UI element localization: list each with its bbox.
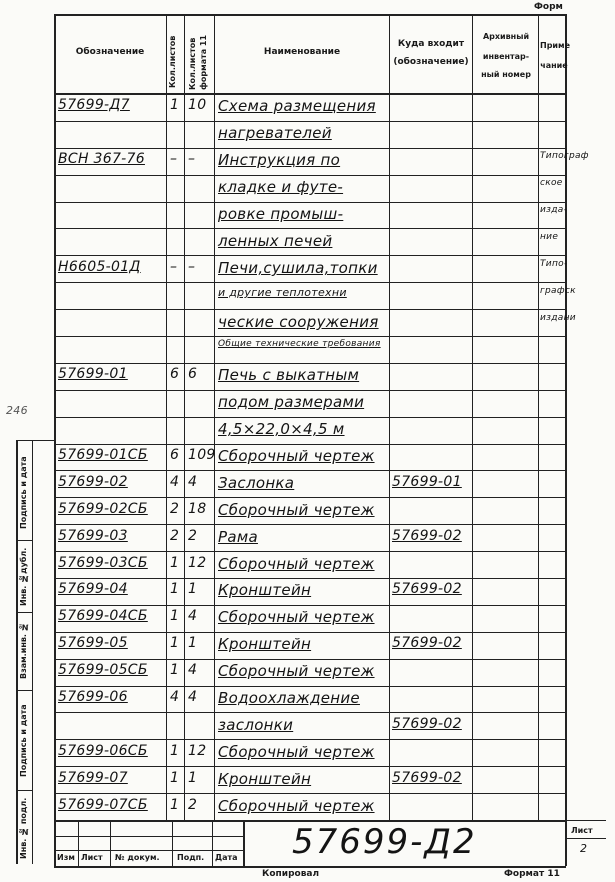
row-sheets: 1 [170, 770, 180, 786]
row-name: Схема размещения [218, 97, 376, 115]
row-line [54, 444, 566, 445]
row-sheets: 2 [170, 528, 180, 544]
frame-bottom [54, 866, 566, 868]
header-bottom-line [54, 93, 566, 95]
title-sheet-mid [566, 838, 606, 839]
row-note: издани [540, 313, 576, 323]
row-sheets-format: 4 [188, 689, 198, 705]
row-sheets-format: 6 [188, 366, 198, 382]
row-name: Сборочный чертеж [218, 662, 375, 680]
row-name: Сборочный чертеж [218, 797, 375, 815]
title-doc-no: № докум. [115, 853, 160, 862]
row-designation: 57699-02СБ [58, 501, 148, 517]
title-data: Дата [215, 853, 238, 862]
row-sheets: 1 [170, 555, 180, 571]
row-sheets: 4 [170, 689, 180, 705]
row-sheets-format: 18 [188, 501, 207, 517]
row-sheets-format: 4 [188, 608, 198, 624]
row-sheets: 6 [170, 447, 180, 463]
row-line [54, 228, 566, 229]
margin-sep-1 [16, 540, 32, 541]
title-sheet-top [566, 820, 606, 821]
row-name: Заслонка [218, 474, 295, 492]
row-sheets-format: 4 [188, 474, 198, 490]
header-designation: Обозначение [75, 47, 145, 57]
row-designation: 57699-06 [58, 689, 128, 705]
header-sheets: Кол.листов [168, 35, 177, 88]
row-sheets-format: – [188, 259, 196, 275]
row-sheets: – [170, 259, 178, 275]
row-line [54, 470, 566, 471]
title-list-right: Лист [571, 826, 593, 835]
row-name: Печь с выкатным [218, 366, 360, 384]
row-line [54, 578, 566, 579]
row-line [54, 309, 566, 310]
row-sheets-format: 12 [188, 743, 207, 759]
header-archive-3: ный номер [481, 70, 531, 79]
row-note: Типо- [540, 259, 568, 269]
row-designation: 57699-03 [58, 528, 128, 544]
row-line [54, 659, 566, 660]
row-where-used: 57699-02 [392, 581, 462, 597]
header-name: Наименование [263, 47, 341, 57]
row-sheets-format: 2 [188, 797, 198, 813]
row-sheets: 4 [170, 474, 180, 490]
row-sheets-format: 1 [188, 635, 198, 651]
header-note-2: чание [540, 61, 568, 70]
row-sheets-format: 1 [188, 581, 198, 597]
row-line [54, 712, 566, 713]
row-name: Сборочный чертеж [218, 501, 375, 519]
footer-format: Формат 11 [504, 869, 560, 879]
row-sheets: – [170, 151, 178, 167]
format-corner-label: Форм [534, 2, 563, 12]
row-line [54, 793, 566, 794]
row-line [54, 202, 566, 203]
row-line [54, 121, 566, 122]
row-name: ленных печей [218, 232, 333, 250]
row-name: Сборочный чертеж [218, 555, 375, 573]
row-designation: 57699-Д7 [58, 97, 130, 113]
row-note: ние [540, 232, 559, 242]
margin-outer-line [16, 440, 18, 864]
row-name: 4,5×22,0×4,5 м [218, 420, 345, 438]
row-sheets-format: 2 [188, 528, 198, 544]
row-name: ческие сооружения [218, 313, 379, 331]
header-sheets-format: Кол.листов формата 11 [188, 34, 208, 90]
row-sheets: 1 [170, 662, 180, 678]
row-sheets-format: 4 [188, 662, 198, 678]
title-list: Лист [81, 853, 103, 862]
row-line [54, 524, 566, 525]
row-name: кладке и футе- [218, 178, 344, 196]
row-designation: 57699-04 [58, 581, 128, 597]
row-where-used: 57699-02 [392, 770, 462, 786]
row-name: ровке промыш- [218, 205, 344, 223]
row-sheets: 6 [170, 366, 180, 382]
margin-inner-line [32, 440, 33, 864]
row-name: Кронштейн [218, 581, 312, 599]
row-sheets: 1 [170, 743, 180, 759]
row-sheets: 1 [170, 608, 180, 624]
title-izm: Изм [57, 853, 75, 862]
row-sheets-format: 12 [188, 555, 207, 571]
row-sheets: 1 [170, 797, 180, 813]
header-archive-2: инвентар- [482, 52, 530, 61]
row-where-used: 57699-02 [392, 635, 462, 651]
row-line [54, 336, 566, 337]
row-name: Водоохлаждение [218, 689, 360, 707]
row-line [54, 363, 566, 364]
row-line [54, 497, 566, 498]
row-line [54, 632, 566, 633]
title-sheet-num: 2 [580, 842, 588, 855]
row-sheets: 2 [170, 501, 180, 517]
row-name: Сборочный чертеж [218, 608, 375, 626]
row-line [54, 282, 566, 283]
row-sheets: 1 [170, 635, 180, 651]
margin-top-line [16, 440, 54, 441]
row-line [54, 551, 566, 552]
title-podp: Подп. [177, 853, 205, 862]
row-line [54, 417, 566, 418]
row-sheets: 1 [170, 581, 180, 597]
row-line [54, 766, 566, 767]
frame-top [54, 14, 566, 16]
margin-sep-4 [16, 790, 32, 791]
margin-replace-inv: Взам.инв. № [19, 622, 28, 680]
row-line [54, 686, 566, 687]
row-sheets: 1 [170, 97, 180, 113]
row-name: Инструкция по [218, 151, 341, 169]
header-note-1: Приме [540, 41, 570, 50]
row-where-used: 57699-02 [392, 528, 462, 544]
row-designation: 57699-02 [58, 474, 128, 490]
margin-orig-inv: Инв. № подл. [19, 797, 28, 859]
row-designation: 57699-03СБ [58, 555, 148, 571]
row-designation: 57699-01 [58, 366, 128, 382]
row-name: подом размерами [218, 393, 365, 411]
margin-sep-3 [16, 690, 32, 691]
margin-sign-date-2: Подпись и дата [19, 704, 28, 778]
row-line [54, 390, 566, 391]
header-where-used-2: (обозначение) [393, 57, 469, 67]
row-note: графск [540, 286, 576, 296]
row-sheets-format: – [188, 151, 196, 167]
row-designation: Н6605-01Д [58, 259, 141, 275]
row-name: Общие технические требования [218, 339, 381, 349]
margin-sign-date-1: Подпись и дата [19, 456, 28, 530]
title-col-2 [110, 820, 111, 866]
margin-sep-2 [16, 612, 32, 613]
row-line [54, 739, 566, 740]
row-name: Печи,сушила,топки [218, 259, 378, 277]
row-designation: 57699-01СБ [58, 447, 148, 463]
row-note: изда- [540, 205, 568, 215]
row-name: заслонки [218, 716, 294, 734]
row-name: Кронштейн [218, 635, 312, 653]
row-sheets-format: 10 [188, 97, 207, 113]
row-designation: 57699-07СБ [58, 797, 148, 813]
row-line [54, 175, 566, 176]
row-name: Кронштейн [218, 770, 312, 788]
title-block-divider [243, 820, 245, 866]
margin-handwritten-note: 246 [6, 404, 28, 417]
margin-dup-inv: Инв. №дубл. [19, 547, 28, 607]
title-row-line-1 [54, 836, 244, 837]
row-designation: 57699-07 [58, 770, 128, 786]
row-name: нагревателей [218, 124, 332, 142]
row-note: Типограф [540, 151, 589, 161]
title-doc-number: 57699-Д2 [292, 822, 477, 862]
row-name: и другие теплотехни [218, 286, 347, 299]
footer-copied: Копировал [262, 869, 320, 879]
title-col-4 [212, 820, 213, 866]
title-row-line-2 [54, 850, 244, 851]
row-sheets-format: 1 [188, 770, 198, 786]
row-name: Рама [218, 528, 258, 546]
row-where-used: 57699-02 [392, 716, 462, 732]
title-col-1 [78, 820, 79, 866]
row-line [54, 148, 566, 149]
row-note: ское [540, 178, 563, 188]
row-designation: ВСН 367-76 [58, 151, 145, 167]
row-line [54, 255, 566, 256]
header-archive-1: Архивный [482, 32, 530, 41]
row-name: Сборочный чертеж [218, 743, 375, 761]
title-col-3 [172, 820, 173, 866]
row-designation: 57699-04СБ [58, 608, 148, 624]
row-where-used: 57699-01 [392, 474, 462, 490]
row-designation: 57699-06СБ [58, 743, 148, 759]
row-designation: 57699-05СБ [58, 662, 148, 678]
row-name: Сборочный чертеж [218, 447, 375, 465]
header-where-used-1: Куда входит [397, 39, 465, 49]
row-sheets-format: 109 [188, 447, 216, 463]
row-designation: 57699-05 [58, 635, 128, 651]
row-line [54, 605, 566, 606]
